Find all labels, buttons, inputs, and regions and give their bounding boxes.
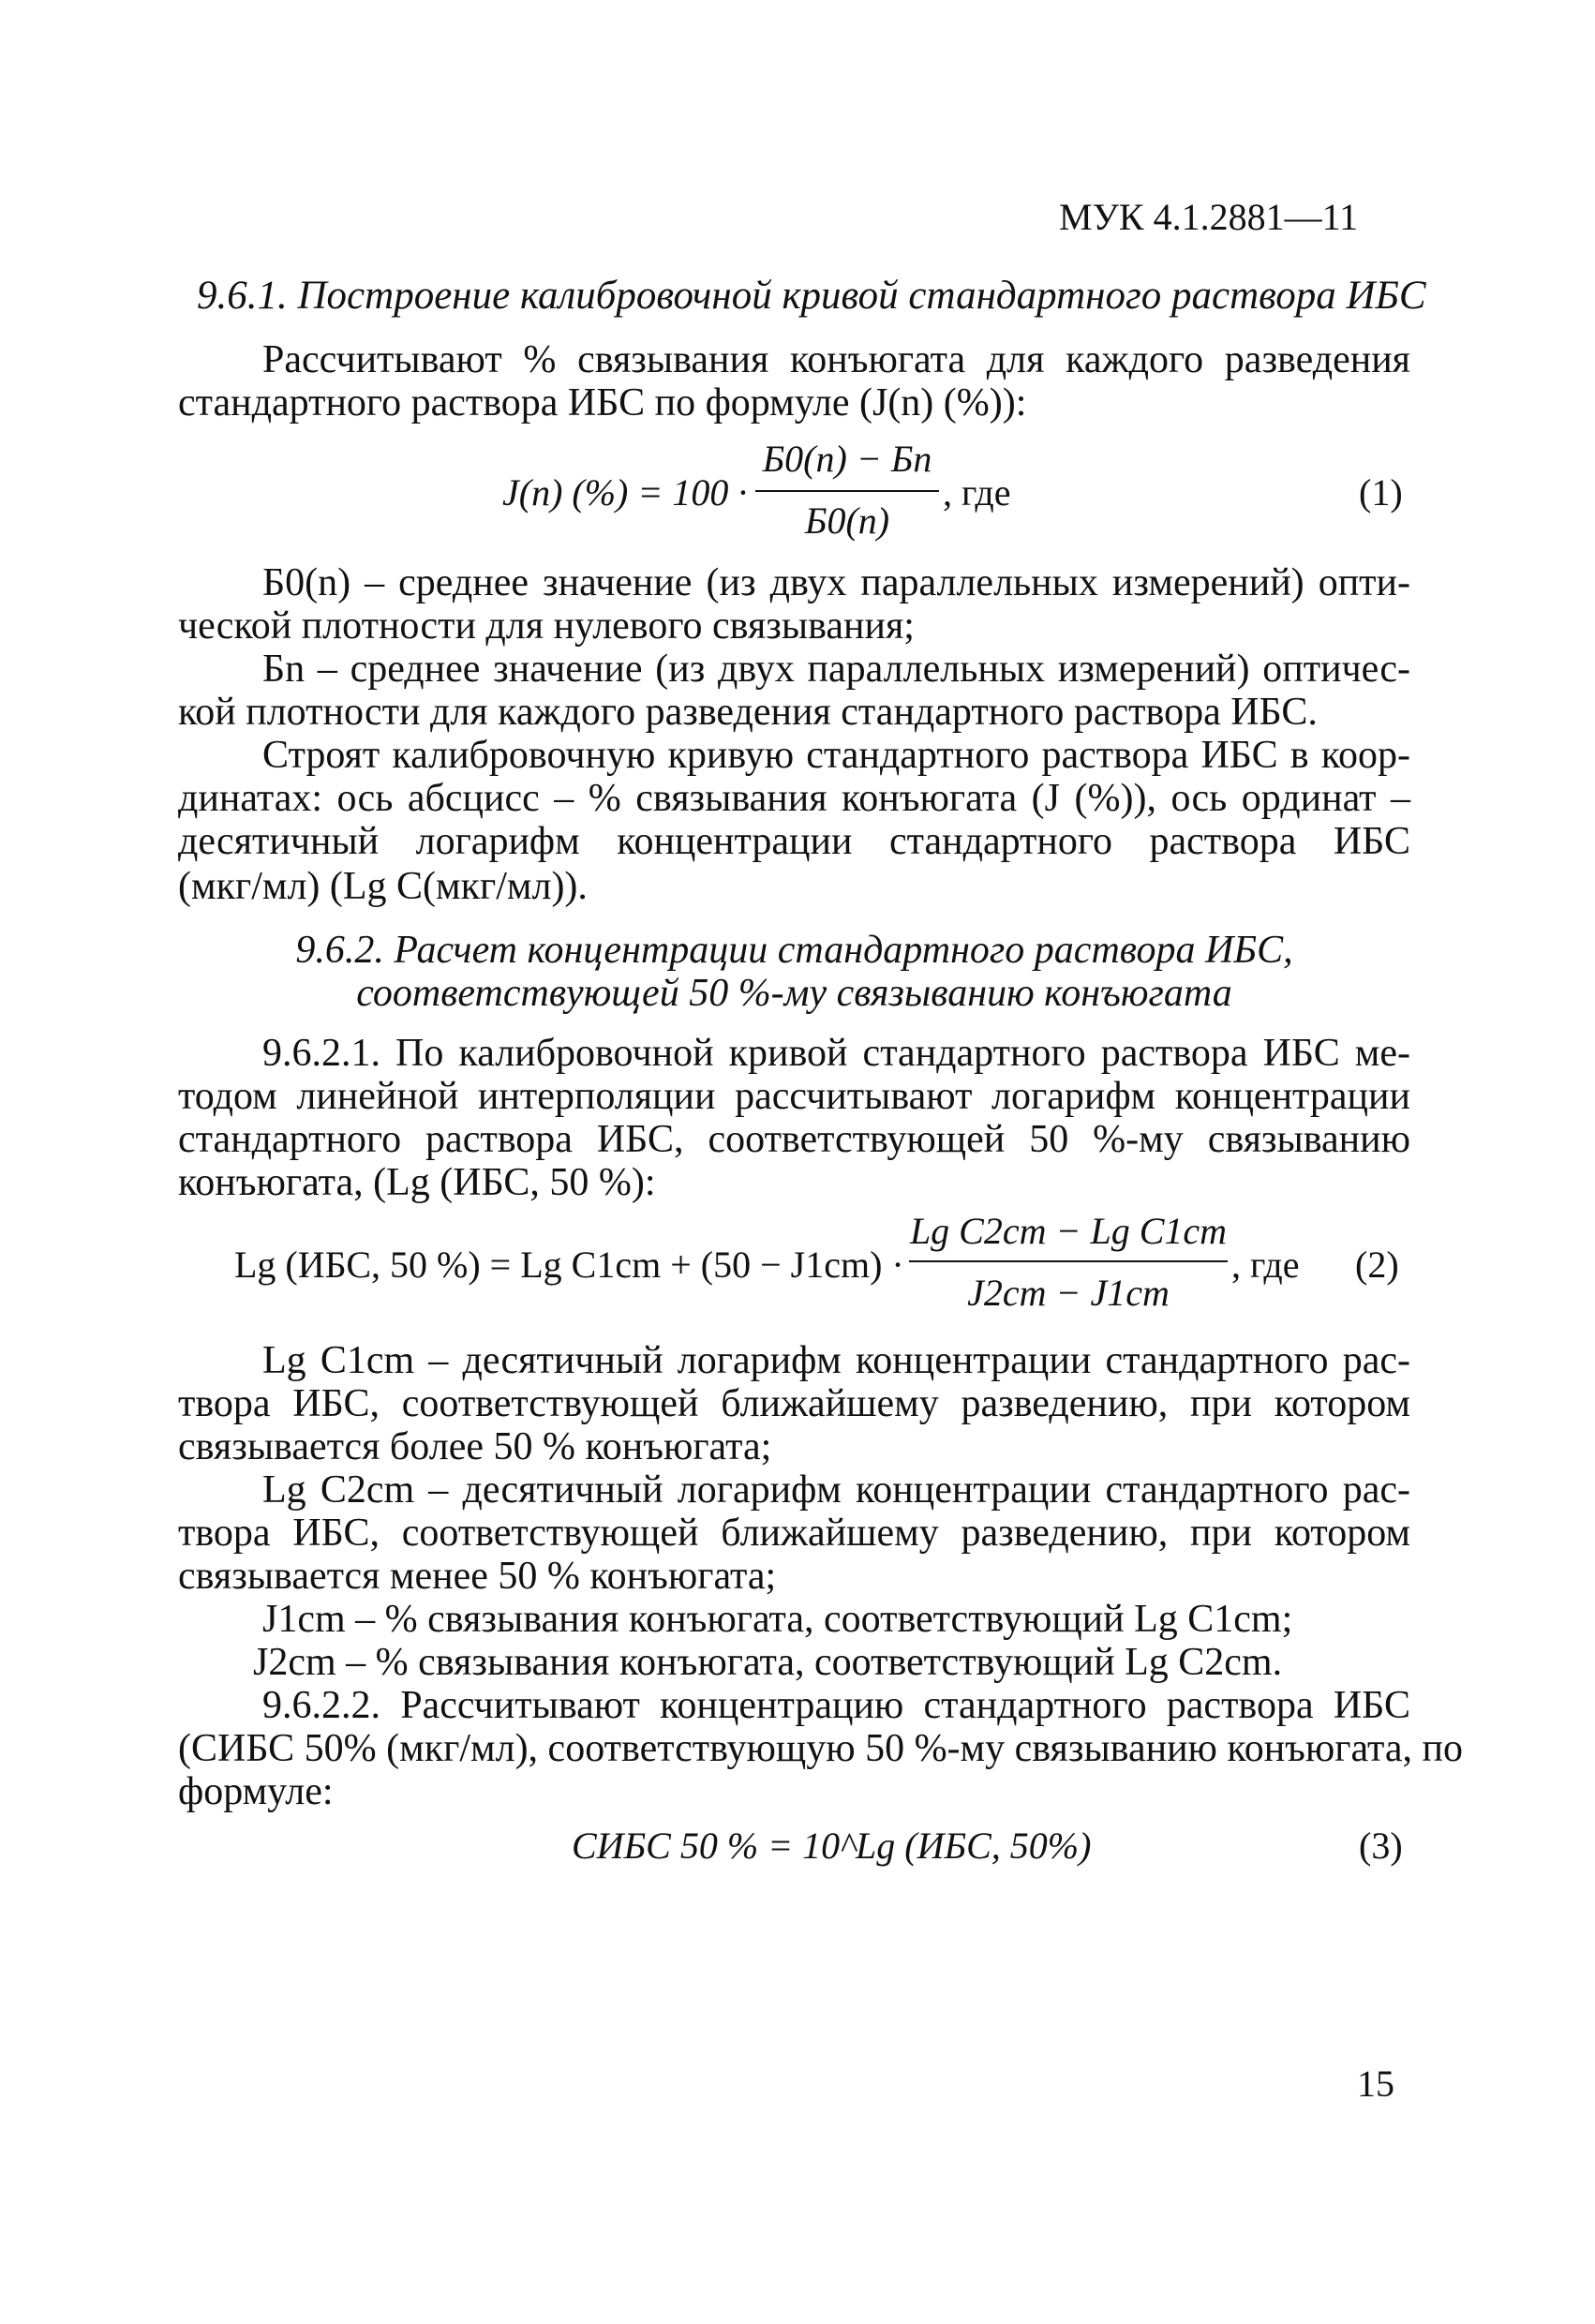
- definition-line: J2cm – % связывания конъюгата, соответствующий Lg C2cm.: [253, 1641, 1283, 1684]
- definition-line: твора ИБС, соответствующей ближайшему разведению, при котором: [178, 1382, 1410, 1425]
- formula-1-where: , где: [943, 471, 1011, 514]
- para-line: Строят калибровочную кривую стандартного раствора ИБС в коор-: [262, 734, 1410, 777]
- formula-2-fraction-bar: [909, 1260, 1228, 1262]
- para-line: стандартного раствора ИБС, соответствующей 50 %-му связыванию: [178, 1118, 1410, 1161]
- page-number: 15: [1357, 2063, 1394, 2105]
- formula-1-fraction-bar: [755, 490, 939, 492]
- para-line: динатах: ось абсцисс – % связывания конъюгата (J (%)), ось ординат –: [178, 777, 1410, 820]
- formula-1-number: (1): [1359, 471, 1403, 514]
- formula-3: CИБС 50 % = 10^Lg (ИБС, 50%): [572, 1825, 1092, 1867]
- formula-2-lhs: Lg (ИБС, 50 %) = Lg C1cm + (50 − J1cm) ·: [234, 1244, 904, 1286]
- para-line: (мкг/мл) (Lg C(мкг/мл)).: [178, 865, 588, 908]
- definition-line: Lg C1cm – десятичный логарифм концентрации стандартного рас-: [262, 1339, 1410, 1382]
- formula-2-denominator: J2cm − J1cm: [967, 1272, 1170, 1314]
- formula-2-number: (2): [1355, 1244, 1399, 1286]
- formula-1-denominator: Б0(n): [804, 499, 890, 542]
- definition-line: J1cm – % связывания конъюгата, соответствующий Lg C1cm;: [262, 1598, 1293, 1641]
- formula-3-number: (3): [1359, 1825, 1403, 1867]
- section-heading-9-6-1: 9.6.1. Построение калибровочной кривой стандартного раствора ИБС: [197, 274, 1426, 318]
- definition-line: связывается более 50 % конъюгата;: [178, 1425, 772, 1468]
- document-code: МУК 4.1.2881—11: [1059, 196, 1359, 238]
- definition-line: связывается менее 50 % конъюгата;: [178, 1555, 777, 1598]
- definition-line: Б0(n) – среднее значение (из двух параллельных измерений) опти-: [262, 561, 1410, 604]
- section-heading-9-6-2: 9.6.2. Расчет концентрации стандартного раствора ИБС,: [295, 929, 1293, 972]
- formula-1-numerator: Б0(n) − Бn: [762, 438, 932, 480]
- para-line: стандартного раствора ИБС по формуле (J(n) (%)):: [178, 381, 1027, 425]
- definition-line: твора ИБС, соответствующей ближайшему разведению, при котором: [178, 1512, 1410, 1555]
- para-line: (CИБС 50% (мкг/мл), соответствующую 50 %-му связыванию конъюгата, по: [178, 1727, 1464, 1770]
- para-line: десятичный логарифм концентрации стандартного раствора ИБС: [178, 820, 1410, 863]
- formula-1-lhs: J(n) (%) = 100 ·: [502, 471, 748, 514]
- para-line: Рассчитывают % связывания конъюгата для каждого разведения: [262, 338, 1410, 381]
- section-heading-9-6-2-cont: соответствующей 50 %-му связыванию конъюгата: [356, 972, 1232, 1015]
- definition-line: Lg C2cm – десятичный логарифм концентрации стандартного рас-: [262, 1468, 1410, 1512]
- definition-line: кой плотности для каждого разведения стандартного раствора ИБС.: [178, 691, 1318, 734]
- formula-2-numerator: Lg C2cm − Lg C1cm: [909, 1210, 1228, 1252]
- definition-line: ческой плотности для нулевого связывания;: [178, 604, 915, 648]
- para-line: тодом линейной интерполяции рассчитывают логарифм концентрации: [178, 1075, 1410, 1118]
- para-line: формуле:: [178, 1770, 334, 1813]
- para-line: конъюгата, (Lg (ИБС, 50 %):: [178, 1161, 656, 1204]
- para-line: 9.6.2.1. По калибровочной кривой стандартного раствора ИБС ме-: [262, 1032, 1410, 1075]
- definition-line: Бn – среднее значение (из двух параллельных измерений) оптичес-: [262, 648, 1410, 691]
- para-line: 9.6.2.2. Рассчитывают концентрацию стандартного раствора ИБС: [262, 1684, 1410, 1727]
- formula-2-where: , где: [1231, 1244, 1300, 1286]
